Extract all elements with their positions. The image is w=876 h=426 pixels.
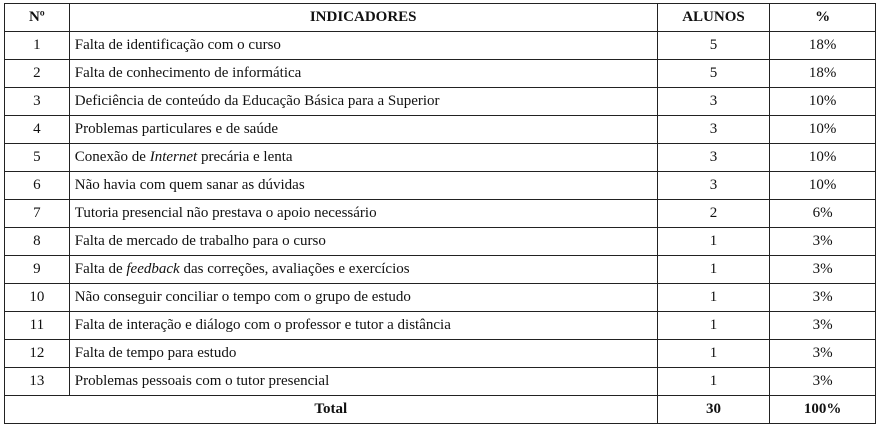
row-percent: 3% bbox=[770, 256, 876, 284]
row-alunos: 3 bbox=[657, 116, 770, 144]
table-row bbox=[5, 228, 876, 256]
row-number: 8 bbox=[5, 228, 70, 256]
row-number: 5 bbox=[5, 144, 70, 172]
table-row bbox=[5, 340, 876, 368]
indicator-text: Problemas particulares e de saúde bbox=[74, 121, 278, 137]
row-indicator bbox=[69, 144, 657, 172]
row-alunos: 1 bbox=[657, 284, 770, 312]
table-row bbox=[5, 116, 876, 144]
row-alunos: 2 bbox=[657, 200, 770, 228]
indicator-italic-term: Internet bbox=[149, 149, 198, 165]
table-row bbox=[5, 88, 876, 116]
indicator-text: Conexão de bbox=[74, 149, 150, 165]
row-indicator bbox=[69, 172, 657, 200]
row-percent: 18% bbox=[770, 60, 876, 88]
total-alunos: 30 bbox=[657, 396, 770, 424]
row-percent: 6% bbox=[770, 200, 876, 228]
row-alunos: 1 bbox=[657, 340, 770, 368]
row-indicator bbox=[69, 340, 657, 368]
row-alunos: 1 bbox=[657, 256, 770, 284]
indicator-text: Falta de mercado de trabalho para o curso bbox=[74, 233, 326, 249]
indicator-text: Não havia com quem sanar as dúvidas bbox=[74, 177, 305, 193]
table-row bbox=[5, 200, 876, 228]
header-percent: % bbox=[770, 4, 876, 32]
row-percent: 3% bbox=[770, 368, 876, 396]
row-number: 6 bbox=[5, 172, 70, 200]
row-number: 9 bbox=[5, 256, 70, 284]
indicator-text: Problemas pessoais com o tutor presencial bbox=[74, 373, 330, 389]
row-percent: 18% bbox=[770, 32, 876, 60]
indicator-text: Falta de conhecimento de informática bbox=[74, 65, 302, 81]
row-percent: 10% bbox=[770, 116, 876, 144]
row-number: 11 bbox=[5, 312, 70, 340]
row-indicator bbox=[69, 88, 657, 116]
row-indicator bbox=[69, 368, 657, 396]
row-number: 12 bbox=[5, 340, 70, 368]
indicator-text: Tutoria presencial não prestava o apoio necessário bbox=[74, 205, 377, 221]
table-row bbox=[5, 144, 876, 172]
row-percent: 3% bbox=[770, 312, 876, 340]
row-alunos: 1 bbox=[657, 312, 770, 340]
indicator-text-rest: precária e lenta bbox=[197, 149, 293, 165]
row-number: 2 bbox=[5, 60, 70, 88]
row-indicator bbox=[69, 60, 657, 88]
indicator-text-rest: das correções, avaliações e exercícios bbox=[179, 261, 410, 277]
row-alunos: 5 bbox=[657, 60, 770, 88]
table-row bbox=[5, 312, 876, 340]
total-label: Total bbox=[5, 396, 658, 424]
row-percent: 10% bbox=[770, 172, 876, 200]
table-row bbox=[5, 368, 876, 396]
indicator-text: Falta de bbox=[74, 261, 127, 277]
indicator-italic-term: feedback bbox=[126, 261, 180, 277]
indicator-text: Não conseguir conciliar o tempo com o grupo de estudo bbox=[74, 289, 411, 305]
table-row bbox=[5, 256, 876, 284]
row-alunos: 3 bbox=[657, 144, 770, 172]
table-row bbox=[5, 284, 876, 312]
row-number: 1 bbox=[5, 32, 70, 60]
row-percent: 10% bbox=[770, 144, 876, 172]
total-row bbox=[5, 396, 876, 424]
row-percent: 3% bbox=[770, 284, 876, 312]
row-percent: 3% bbox=[770, 228, 876, 256]
row-number: 10 bbox=[5, 284, 70, 312]
row-indicator bbox=[69, 284, 657, 312]
row-indicator bbox=[69, 32, 657, 60]
row-indicator bbox=[69, 200, 657, 228]
table-row bbox=[5, 60, 876, 88]
row-alunos: 3 bbox=[657, 172, 770, 200]
row-number: 13 bbox=[5, 368, 70, 396]
header-row bbox=[5, 4, 876, 32]
row-percent: 3% bbox=[770, 340, 876, 368]
row-indicator bbox=[69, 312, 657, 340]
indicator-text: Falta de tempo para estudo bbox=[74, 345, 237, 361]
row-alunos: 3 bbox=[657, 88, 770, 116]
indicator-text: Falta de interação e diálogo com o professor e tutor a distância bbox=[74, 317, 451, 333]
row-number: 7 bbox=[5, 200, 70, 228]
table-row bbox=[5, 32, 876, 60]
row-indicator bbox=[69, 116, 657, 144]
header-indicadores: INDICADORES bbox=[69, 4, 657, 32]
indicator-text: Falta de identificação com o curso bbox=[74, 37, 281, 53]
row-number: 3 bbox=[5, 88, 70, 116]
header-alunos: ALUNOS bbox=[657, 4, 770, 32]
row-number: 4 bbox=[5, 116, 70, 144]
total-percent: 100% bbox=[770, 396, 876, 424]
row-alunos: 1 bbox=[657, 368, 770, 396]
row-indicator bbox=[69, 256, 657, 284]
row-percent: 10% bbox=[770, 88, 876, 116]
row-alunos: 5 bbox=[657, 32, 770, 60]
row-alunos: 1 bbox=[657, 228, 770, 256]
indicators-table bbox=[4, 3, 876, 424]
table-row bbox=[5, 172, 876, 200]
table-body bbox=[5, 32, 876, 396]
header-num: Nº bbox=[5, 4, 70, 32]
indicator-text: Deficiência de conteúdo da Educação Básica para a Superior bbox=[74, 93, 440, 109]
row-indicator bbox=[69, 228, 657, 256]
